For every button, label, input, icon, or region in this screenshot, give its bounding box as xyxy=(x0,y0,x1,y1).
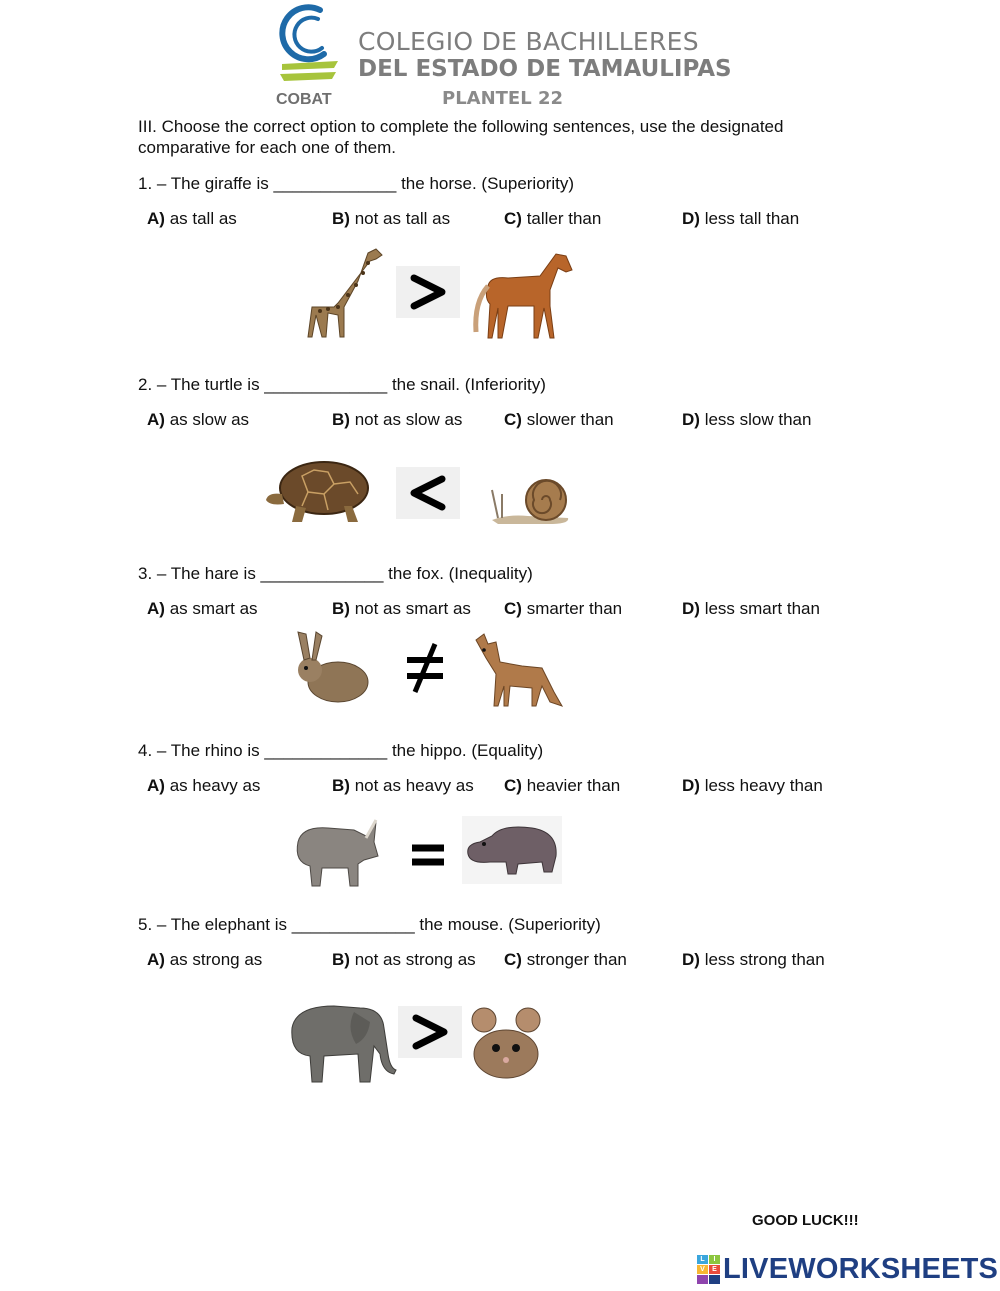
question-2-text: 2. – The turtle is _____________ the snail. (Inferiority) xyxy=(138,375,546,394)
q4-option-d[interactable]: D) less heavy than xyxy=(682,776,823,795)
q1-option-a[interactable]: A) as tall as xyxy=(147,209,237,228)
horse-image xyxy=(468,246,576,342)
q3-option-a[interactable]: A) as smart as xyxy=(147,599,258,618)
snail-image xyxy=(488,470,574,528)
q3-option-b[interactable]: B) not as smart as xyxy=(332,599,471,618)
hare-image xyxy=(290,630,374,706)
q3-option-d[interactable]: D) less smart than xyxy=(682,599,820,618)
not-equal-symbol xyxy=(396,638,454,698)
equal-symbol xyxy=(396,832,460,878)
elephant-image xyxy=(284,998,402,1084)
q2-option-d[interactable]: D) less slow than xyxy=(682,410,812,429)
q4-option-a[interactable]: A) as heavy as xyxy=(147,776,261,795)
giraffe-image xyxy=(298,245,388,340)
rhino-image xyxy=(288,812,380,890)
q5-option-a[interactable]: A) as strong as xyxy=(147,950,263,969)
mouse-image xyxy=(466,1004,544,1084)
liveworksheets-logo xyxy=(697,1253,998,1286)
question-3-text: 3. – The hare is _____________ the fox. (Inequality) xyxy=(138,564,533,583)
instructions: III. Choose the correct option to complete the following sentences, use the designated comparative for each one of them. xyxy=(138,117,784,157)
school-name-line1: COLEGIO DE BACHILLERES xyxy=(358,27,699,56)
q3-option-c[interactable]: C) smarter than xyxy=(504,599,623,618)
q2-option-a[interactable]: A) as slow as xyxy=(147,410,250,429)
q1-option-d[interactable]: D) less tall than xyxy=(682,209,800,228)
q4-option-b[interactable]: B) not as heavy as xyxy=(332,776,474,795)
question-4-text: 4. – The rhino is _____________ the hippo. (Equality) xyxy=(138,741,544,760)
brand-tiles: L I V E xyxy=(697,1255,720,1284)
q5-option-c[interactable]: C) stronger than xyxy=(504,950,627,969)
q5-option-b[interactable]: B) not as strong as xyxy=(332,950,476,969)
less-than-symbol xyxy=(396,467,460,519)
hippo-image xyxy=(462,816,562,884)
q1-option-c[interactable]: C) taller than xyxy=(504,209,602,228)
q4-option-c[interactable]: C) heavier than xyxy=(504,776,621,795)
q1-option-b[interactable]: B) not as tall as xyxy=(332,209,451,228)
q5-option-d[interactable]: D) less strong than xyxy=(682,950,825,969)
q2-option-c[interactable]: C) slower than xyxy=(504,410,614,429)
fox-image xyxy=(470,632,566,708)
cobat-logo xyxy=(276,4,346,108)
greater-than-symbol xyxy=(396,266,460,318)
brand-name: LIVEWORKSHEETS xyxy=(723,1253,999,1285)
greater-than-symbol xyxy=(398,1006,462,1058)
question-1-text: 1. – The giraffe is _____________ the horse. (Superiority) xyxy=(138,174,574,193)
logo-caption: COBAT xyxy=(276,91,332,108)
school-name-line2: DEL ESTADO DE TAMAULIPAS xyxy=(358,56,732,82)
question-5-text: 5. – The elephant is _____________ the mouse. (Superiority) xyxy=(138,915,601,934)
q2-option-b[interactable]: B) not as slow as xyxy=(332,410,463,429)
good-luck-text: GOOD LUCK!!! xyxy=(752,1212,859,1229)
plantel-label: PLANTEL 22 xyxy=(442,88,564,109)
turtle-image xyxy=(262,452,376,528)
